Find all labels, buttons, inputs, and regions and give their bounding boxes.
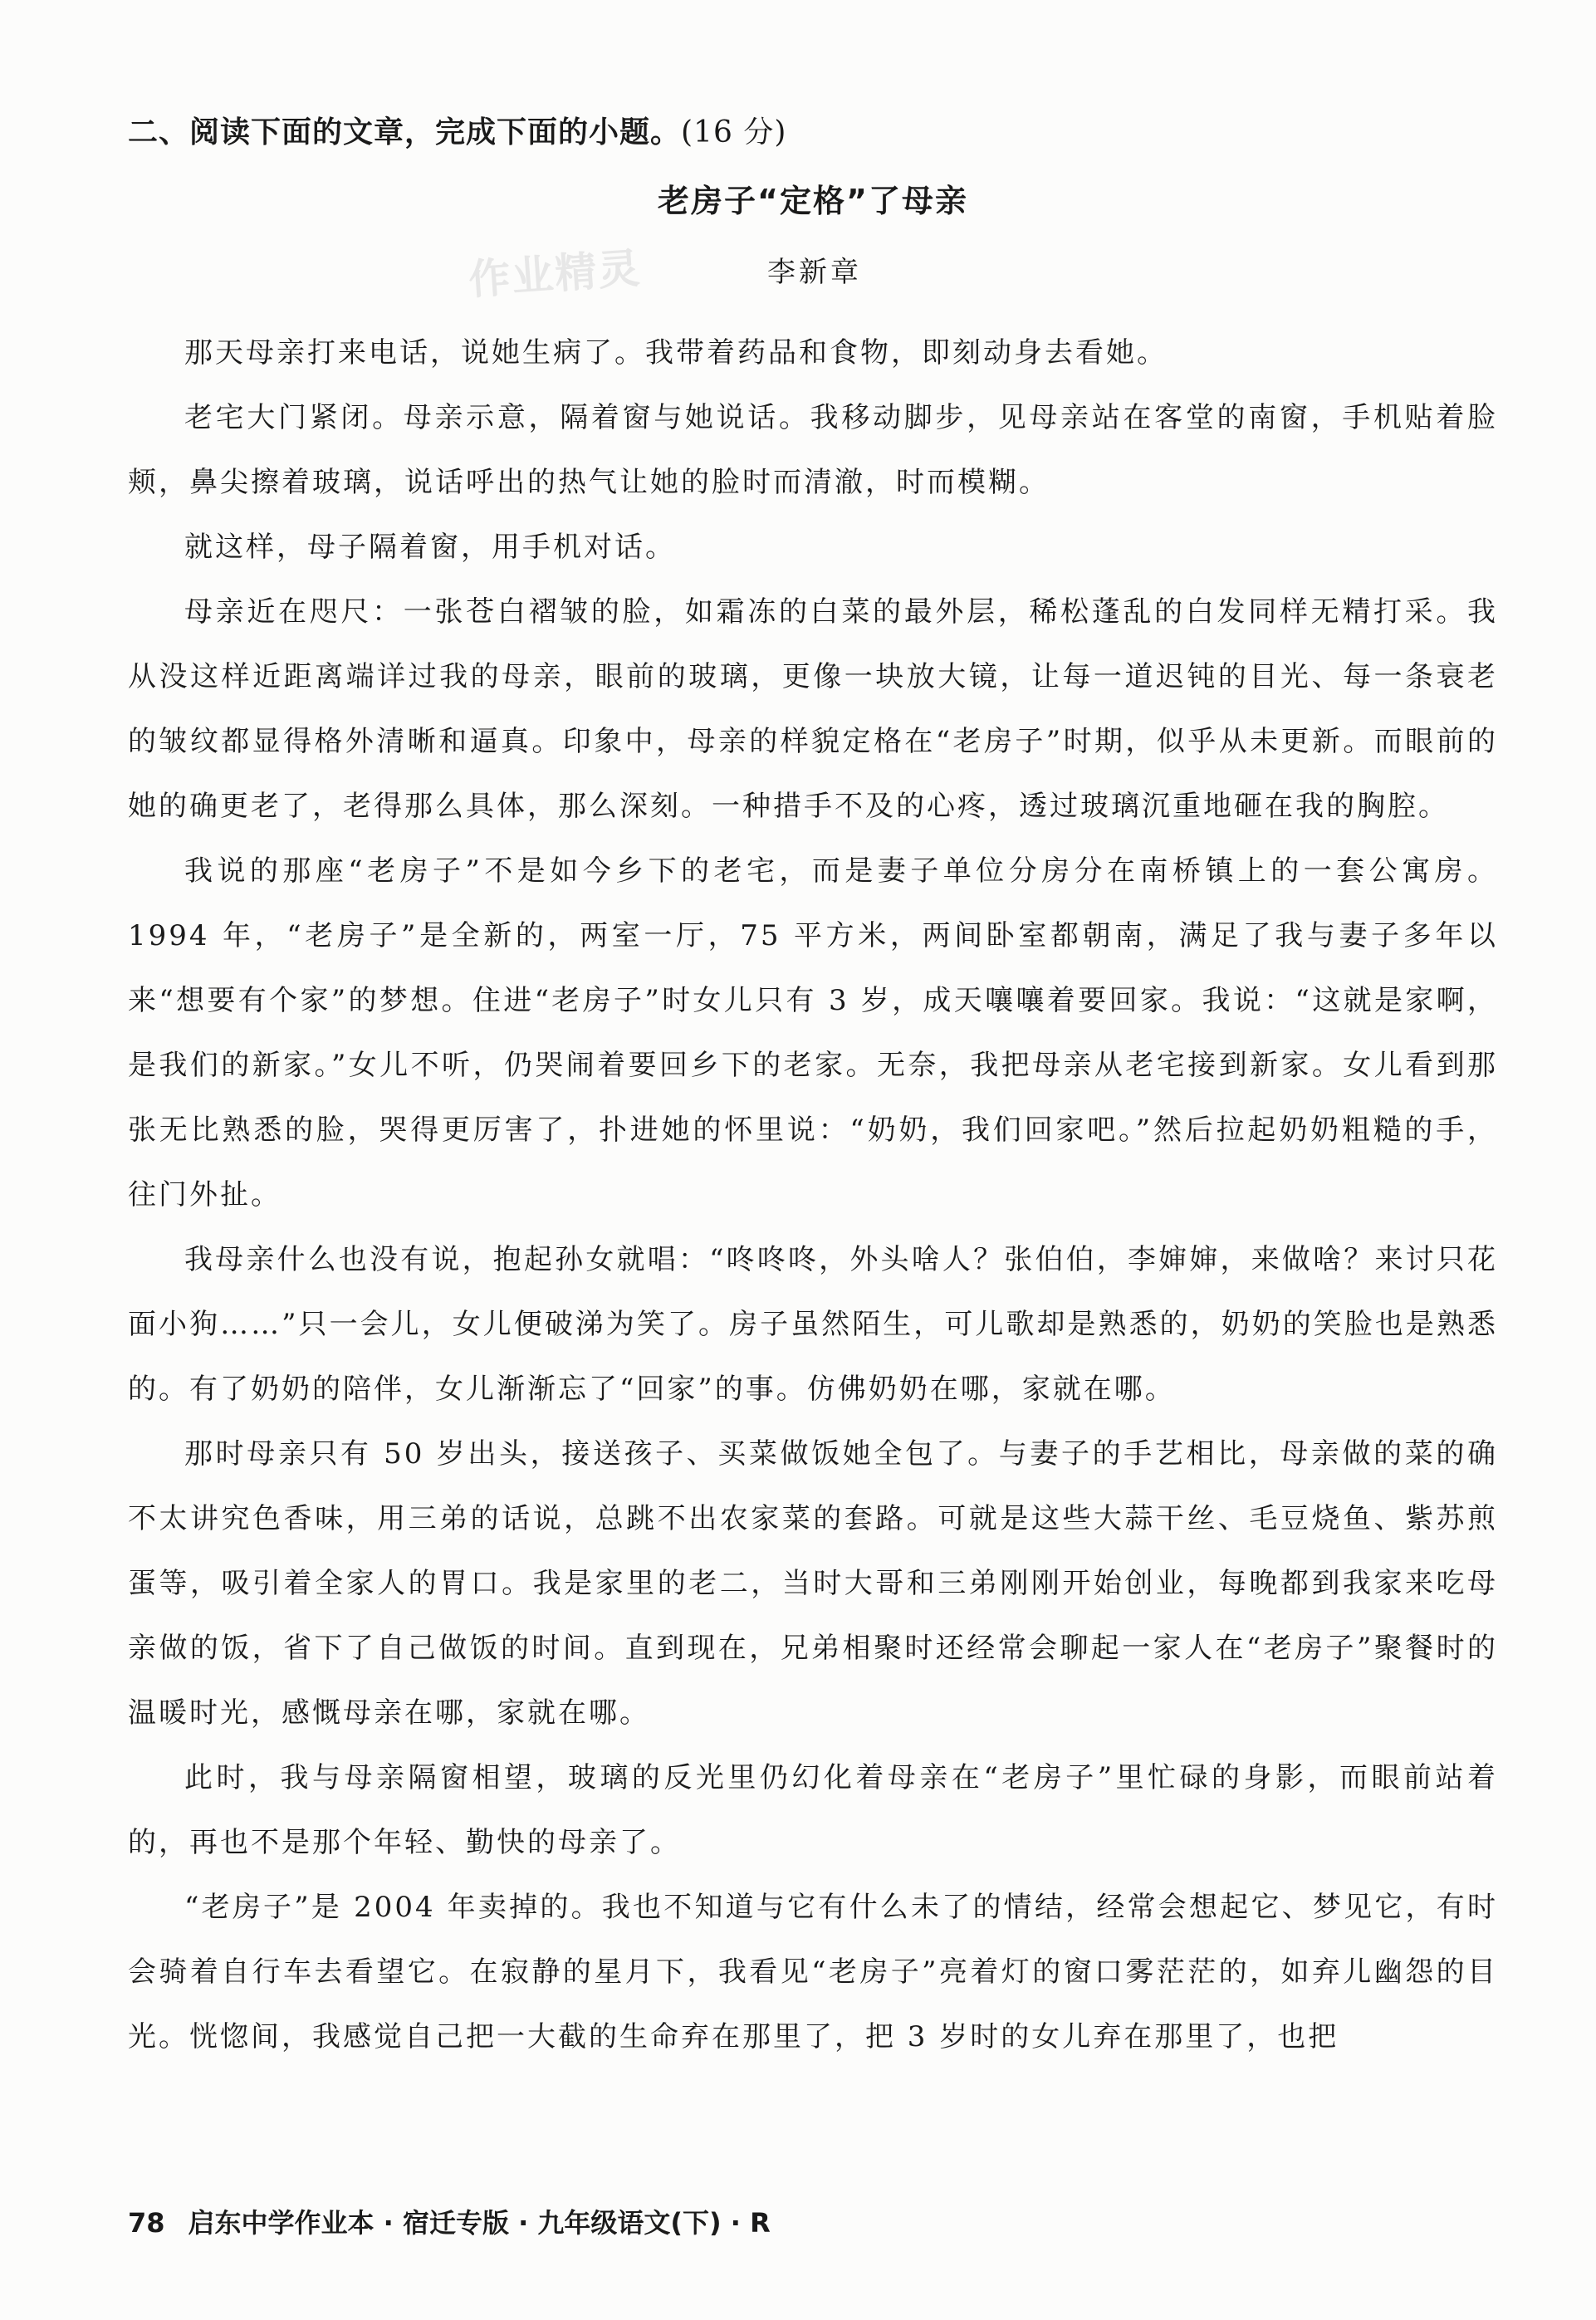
- watermark: 作业精灵: [467, 243, 644, 305]
- paragraph: 老宅大门紧闭。母亲示意，隔着窗与她说话。我移动脚步，见母亲站在客堂的南窗，手机贴着脸颊，鼻尖擦着玻璃，说话呼出的热气让她的脸时而清澈，时而模糊。: [128, 401, 1498, 499]
- author-line: [128, 243, 1498, 305]
- page-footer: [128, 2202, 771, 2244]
- page-number: 78: [128, 2207, 165, 2239]
- article-title: 老房子“定格”了母亲: [658, 183, 968, 219]
- paragraph: “老房子”是 2004 年卖掉的。我也不知道与它有什么未了的情结，经常会想起它、梦见它，有时会骑着自行车去看望它。在寂静的星月下，我看见“老房子”亮着灯的窗口雾茫茫的，如弃儿幽怨的目光。恍惚间，我感觉自己把一大截的生命弃在那里了，把 3 岁时的女儿弃在那里了，也把: [128, 1891, 1498, 2053]
- section-heading: [128, 108, 1498, 158]
- paragraph: 此时，我与母亲隔窗相望，玻璃的反光里仍幻化着母亲在“老房子”里忙碌的身影，而眼前站着的，再也不是那个年轻、勤快的母亲了。: [128, 1761, 1498, 1859]
- article-author: 李新章: [767, 256, 862, 289]
- section-heading-text: 二、阅读下面的文章，完成下面的小题。: [128, 115, 682, 149]
- paragraph: 那天母亲打来电话，说她生病了。我带着药品和食物，即刻动身去看她。: [184, 336, 1168, 370]
- paragraph: 那时母亲只有 50 岁出头，接送孩子、买菜做饭她全包了。与妻子的手艺相比，母亲做的菜的确不太讲究色香味，用三弟的话说，总跳不出农家菜的套路。可就是这些大蒜干丝、毛豆烧鱼、紫苏煎蛋等，吸引着全家人的胃口。我是家里的老二，当时大哥和三弟刚刚开始创业，每晚都到我家来吃母亲做的饭，省下了自己做饭的时间。直到现在，兄弟相聚时还经常会聊起一家人在“老房子”聚餐时的温暖时光，感慨母亲在哪，家就在哪。: [128, 1437, 1498, 1730]
- book-title: 启东中学作业本 · 宿迁专版 · 九年级语文(下) · R: [188, 2207, 771, 2239]
- paragraph: 母亲近在咫尺：一张苍白褶皱的脸，如霜冻的白菜的最外层，稀松蓬乱的白发同样无精打采。我从没这样近距离端详过我的母亲，眼前的玻璃，更像一块放大镜，让每一道迟钝的目光、每一条衰老的皱纹都显得格外清晰和逼真。印象中，母亲的样貌定格在“老房子”时期，似乎从未更新。而眼前的她的确更老了，老得那么具体，那么深刻。一种措手不及的心疼，透过玻璃沉重地砸在我的胸腔。: [128, 595, 1498, 823]
- paragraph: 我说的那座“老房子”不是如今乡下的老宅，而是妻子单位分房分在南桥镇上的一套公寓房。1994 年，“老房子”是全新的，两室一厅，75 平方米，两间卧室都朝南，满足了我与妻子多年以来“想要有个家”的梦想。住进“老房子”时女儿只有 3 岁，成天嚷嚷着要回家。我说：“这就是家啊，是我们的新家。”女儿不听，仍哭闹着要回乡下的老家。无奈，我把母亲从老宅接到新家。女儿看到那张无比熟悉的脸，哭得更厉害了，扑进她的怀里说：“奶奶，我们回家吧。”然后拉起奶奶粗糙的手，往门外扯。: [128, 854, 1498, 1211]
- paragraph: 就这样，母子隔着窗，用手机对话。: [184, 531, 676, 564]
- section-score: (16 分): [681, 115, 787, 149]
- paragraph: 我母亲什么也没有说，抱起孙女就唱：“咚咚咚，外头啥人？张伯伯，李婶婶，来做啥？来讨只花面小狗……”只一会儿，女儿便破涕为笑了。房子虽然陌生，可儿歌却是熟悉的，奶奶的笑脸也是熟悉的。有了奶奶的陪伴，女儿渐渐忘了“回家”的事。仿佛奶奶在哪，家就在哪。: [128, 1243, 1498, 1406]
- article-body: [128, 321, 1498, 2069]
